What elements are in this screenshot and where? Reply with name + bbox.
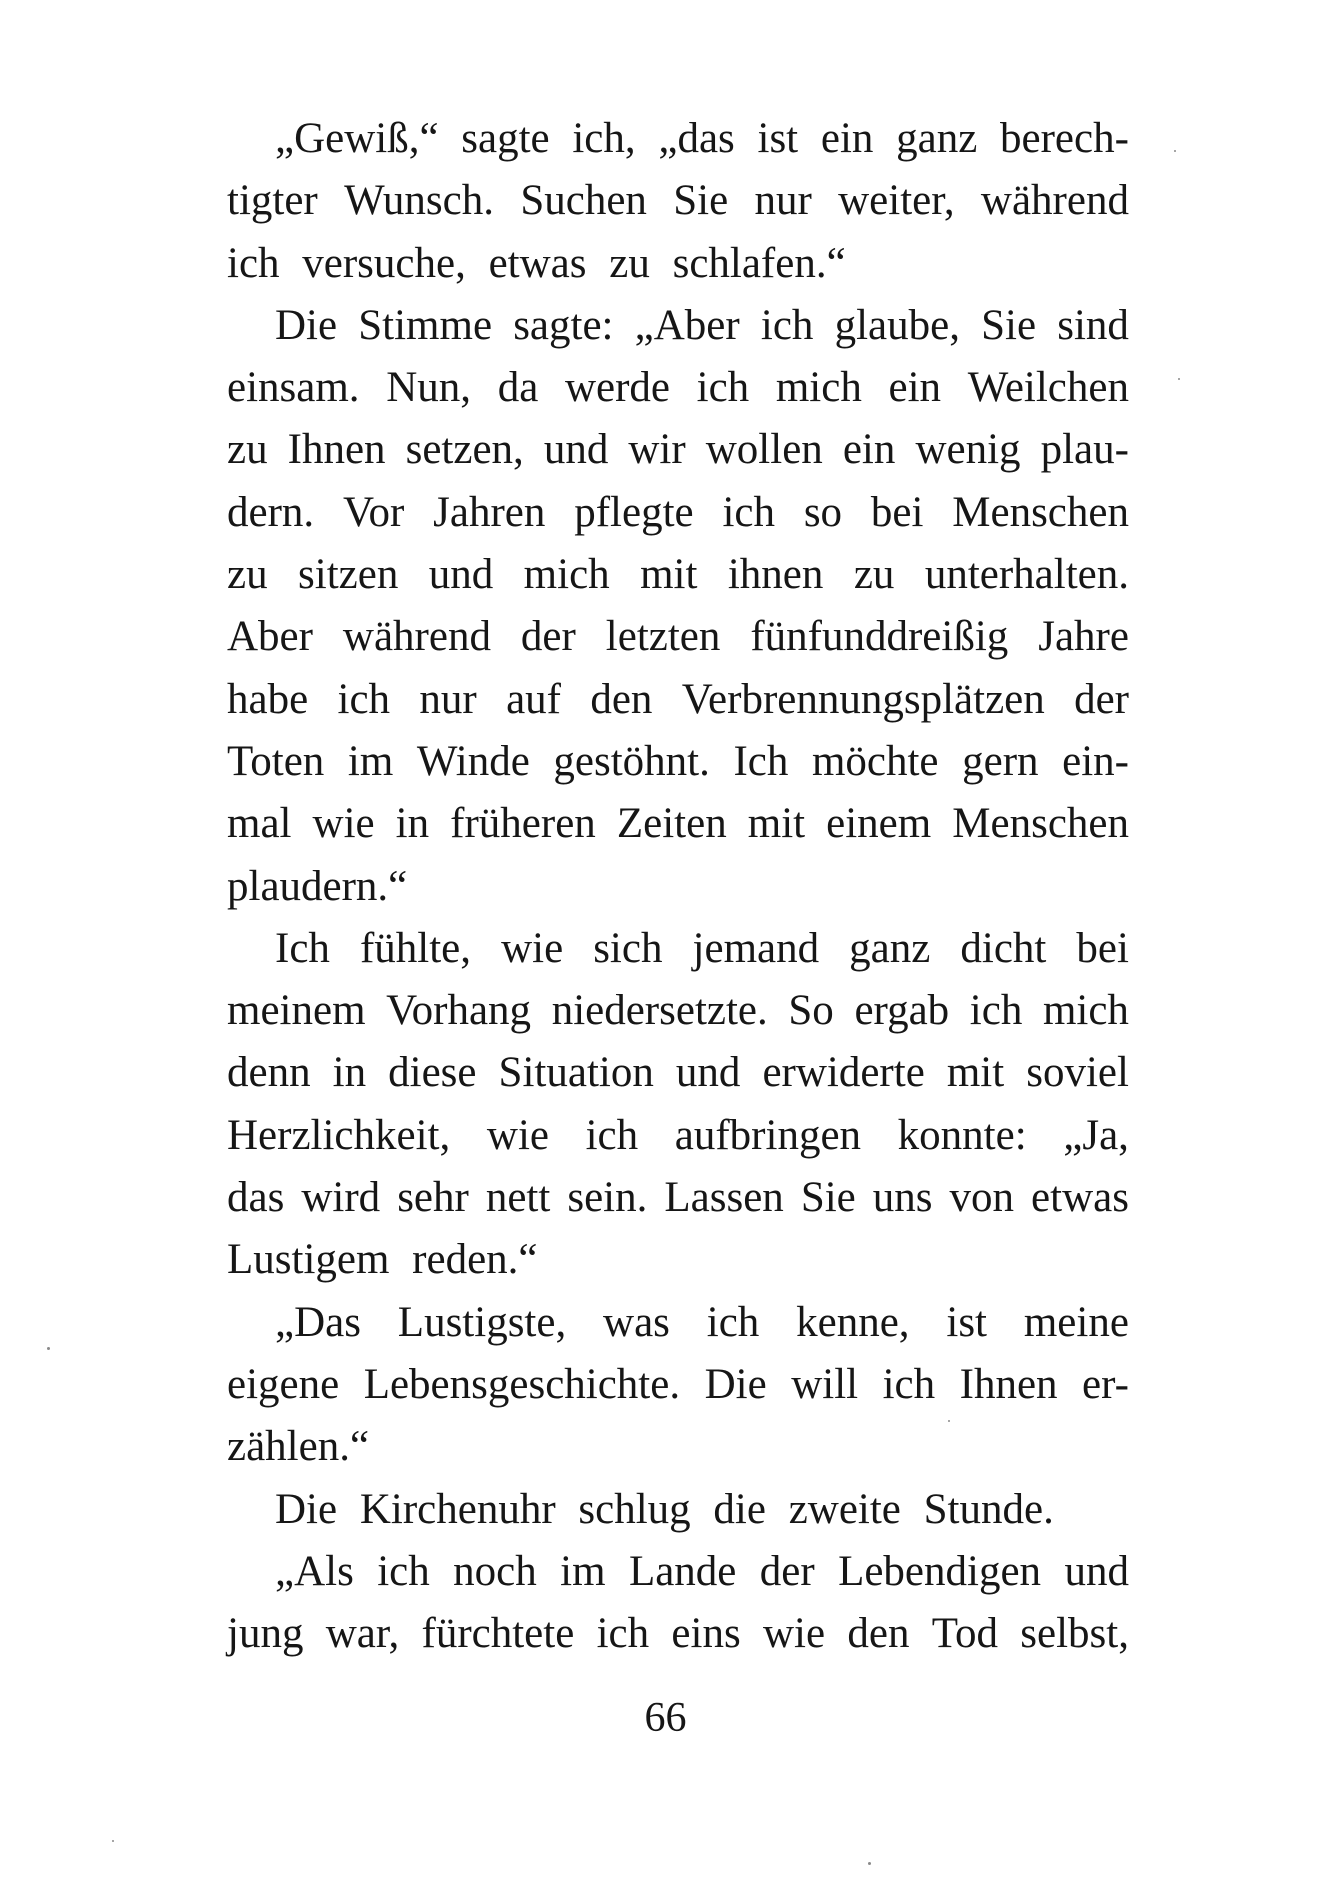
word: Situation <box>498 1049 654 1097</box>
word: ich <box>377 1547 430 1595</box>
word: wie <box>501 924 564 972</box>
word: habe <box>227 675 309 723</box>
word: Menschen <box>952 800 1129 848</box>
scan-speck <box>47 1347 50 1350</box>
word: mich <box>1042 987 1129 1035</box>
word: wie <box>762 1610 826 1658</box>
word: Stimme <box>358 301 493 349</box>
word: und <box>675 1049 741 1097</box>
word: und <box>428 551 494 599</box>
word: Lassen <box>664 1174 784 1222</box>
word: so <box>803 488 843 536</box>
word: möchte <box>811 737 939 785</box>
word: ganz <box>896 115 978 162</box>
word: Sie <box>800 1174 856 1222</box>
word: Sie <box>981 301 1037 349</box>
word: gestöhnt. <box>553 737 710 785</box>
word: kenne, <box>796 1298 910 1346</box>
word: Lande <box>628 1547 737 1595</box>
word: ganz <box>849 924 931 972</box>
word: da <box>497 364 539 412</box>
text-line <box>227 606 1129 668</box>
word: Die <box>704 1360 767 1408</box>
word: ich <box>585 1111 639 1159</box>
text-line <box>227 731 1129 793</box>
word: letzten <box>605 613 721 661</box>
text-line <box>227 108 1129 170</box>
word: „Ja, <box>1063 1111 1129 1159</box>
word: Tod <box>931 1610 998 1658</box>
word: Lustigste, <box>397 1298 567 1346</box>
word: denn <box>227 1049 311 1097</box>
word: konnte: <box>897 1111 1027 1159</box>
word: pflegte <box>574 488 694 536</box>
word: Die <box>275 301 338 349</box>
text-line <box>227 1105 1129 1167</box>
word: glaube, <box>834 301 960 349</box>
word: mal <box>227 800 292 848</box>
word: gern <box>962 737 1039 785</box>
word: Aber <box>227 613 313 661</box>
word: So <box>788 987 834 1035</box>
word: fühlte, <box>359 924 472 972</box>
word: in <box>332 1049 367 1097</box>
text-line <box>227 918 1129 980</box>
word: fürchtete <box>421 1610 575 1658</box>
word: den <box>590 675 653 723</box>
word: mit <box>640 551 698 599</box>
word: Ich <box>275 924 330 972</box>
word: wird <box>301 1174 381 1222</box>
word: Wunsch. <box>344 177 494 225</box>
word: ein <box>888 364 942 412</box>
word: eins <box>671 1610 741 1658</box>
page-number: 66 <box>644 1695 687 1741</box>
scan-speck <box>112 1840 114 1842</box>
word: jung <box>227 1610 304 1658</box>
word: ein <box>842 426 896 474</box>
word: während <box>342 613 491 661</box>
word: ich <box>337 675 391 723</box>
word: mich <box>775 364 862 412</box>
word: Jahren <box>433 488 546 536</box>
word: ist <box>946 1298 988 1346</box>
word: uns <box>872 1174 933 1222</box>
word: ich <box>706 1298 760 1346</box>
word: berech- <box>1000 115 1129 162</box>
word: unterhalten. <box>924 551 1129 599</box>
word: er- <box>1082 1360 1129 1408</box>
word: fünfunddreißig <box>750 613 1009 661</box>
word: auf <box>506 675 561 723</box>
word: diese <box>388 1049 477 1097</box>
word: ihnen <box>727 551 824 599</box>
word: Suchen <box>520 177 647 225</box>
word: Vor <box>342 488 405 536</box>
word: der <box>1074 675 1129 723</box>
word: Ihnen <box>959 1360 1058 1408</box>
word: ich <box>760 301 814 349</box>
word: tigter <box>227 177 318 225</box>
word: sehr <box>397 1174 469 1222</box>
word: wollen <box>705 426 823 474</box>
text-line <box>227 357 1129 419</box>
word: Nun, <box>386 364 472 412</box>
word: setzen, <box>405 426 524 474</box>
word: selbst, <box>1020 1610 1129 1658</box>
word: dern. <box>227 488 315 536</box>
word: Toten <box>227 737 325 785</box>
word: der <box>759 1547 815 1595</box>
word: niedersetzte. <box>551 987 768 1035</box>
text-line <box>227 669 1129 731</box>
word: zu <box>227 426 268 474</box>
word: ich <box>882 1360 936 1408</box>
word: wir <box>628 426 686 474</box>
scan-speck <box>1174 150 1176 152</box>
word: Sie <box>673 177 729 225</box>
word: ich <box>969 987 1023 1035</box>
word: aufbringen <box>674 1111 862 1159</box>
word: plau- <box>1040 426 1129 474</box>
word: mich <box>523 551 610 599</box>
text-line <box>227 482 1129 544</box>
word: wie <box>312 800 375 848</box>
word: und <box>543 426 609 474</box>
word: nur <box>419 675 477 723</box>
text-line <box>227 419 1129 481</box>
word: noch <box>453 1547 537 1595</box>
word: ist <box>757 115 799 162</box>
text-line: plaudern.“ <box>227 862 408 910</box>
word: ich, <box>572 115 636 162</box>
word: Winde <box>416 737 530 785</box>
text-line: Lustigem reden.“ <box>227 1236 538 1284</box>
word: sagte: <box>513 301 614 349</box>
word: ergab <box>854 987 950 1035</box>
word: den <box>847 1610 910 1658</box>
text-line: Die Kirchenuhr schlug die zweite Stunde. <box>275 1485 1054 1533</box>
word: etwas <box>1031 1174 1129 1222</box>
word: wie <box>486 1111 549 1159</box>
word: zu <box>227 551 268 599</box>
word: erwiderte <box>762 1049 925 1097</box>
word: weiter, <box>838 177 955 225</box>
text-line <box>227 980 1129 1042</box>
word: Menschen <box>952 488 1129 536</box>
word: was <box>603 1298 670 1346</box>
text-line <box>227 1541 1129 1603</box>
word: sagte <box>461 115 550 162</box>
word: von <box>949 1174 1015 1222</box>
text-line <box>227 1354 1129 1416</box>
word: eigene <box>227 1360 340 1408</box>
word: sind <box>1057 301 1129 349</box>
word: dicht <box>960 924 1047 972</box>
word: Vorhang <box>386 987 532 1035</box>
word: sein. <box>567 1174 648 1222</box>
word: und <box>1064 1547 1129 1595</box>
word: werde <box>564 364 670 412</box>
word: sitzen <box>298 551 399 599</box>
word: ein- <box>1062 737 1129 785</box>
word: soviel <box>1026 1049 1129 1097</box>
word: bei <box>870 488 924 536</box>
word: wenig <box>915 426 1021 474</box>
word: sich <box>593 924 663 972</box>
word: Ich <box>733 737 789 785</box>
word: mit <box>747 800 806 848</box>
word: will <box>791 1360 859 1408</box>
text-line <box>227 1603 1129 1665</box>
text-line <box>227 170 1129 232</box>
word: Jahre <box>1038 613 1129 661</box>
word: Ihnen <box>287 426 386 474</box>
word: war, <box>325 1610 400 1658</box>
word: Verbrennungsplätzen <box>681 675 1045 723</box>
word: mit <box>946 1049 1005 1097</box>
word: „Das <box>275 1298 361 1346</box>
word: zu <box>853 551 895 599</box>
scan-speck <box>948 1420 950 1422</box>
word: jemand <box>692 924 820 972</box>
word: Weilchen <box>967 364 1129 412</box>
word: nur <box>754 177 812 225</box>
word: nett <box>485 1174 551 1222</box>
word: der <box>520 613 576 661</box>
text-line: ich versuche, etwas zu schlafen.“ <box>227 239 846 287</box>
word: ein <box>820 115 874 162</box>
text-line <box>227 1167 1129 1229</box>
word: „Als <box>275 1547 354 1595</box>
word: im <box>560 1547 606 1595</box>
word: Lebendigen <box>838 1547 1042 1595</box>
word: meinem <box>227 987 366 1035</box>
scan-speck <box>1178 378 1180 380</box>
word: während <box>980 177 1129 225</box>
word: einem <box>826 800 932 848</box>
scan-speck <box>868 1862 871 1865</box>
word: „das <box>658 115 735 162</box>
word: bei <box>1076 924 1129 972</box>
word: Zeiten <box>616 800 727 848</box>
word: Lebensgeschichte. <box>363 1360 681 1408</box>
word: Herzlichkeit, <box>227 1111 451 1159</box>
text-line: zählen.“ <box>227 1423 370 1471</box>
text-line <box>227 1292 1129 1354</box>
word: einsam. <box>227 364 360 412</box>
word: ich <box>596 1610 650 1658</box>
word: das <box>227 1174 285 1222</box>
word: im <box>347 737 394 785</box>
body-text <box>227 108 1129 1665</box>
text-line <box>227 544 1129 606</box>
word: ich <box>722 488 775 536</box>
text-line <box>227 793 1129 855</box>
word: „Gewiß,“ <box>275 115 439 162</box>
text-line <box>227 295 1129 357</box>
text-line <box>227 1042 1129 1104</box>
word: „Aber <box>634 301 740 349</box>
word: früheren <box>450 800 596 848</box>
word: ich <box>696 364 750 412</box>
word: meine <box>1023 1298 1129 1346</box>
word: in <box>395 800 430 848</box>
